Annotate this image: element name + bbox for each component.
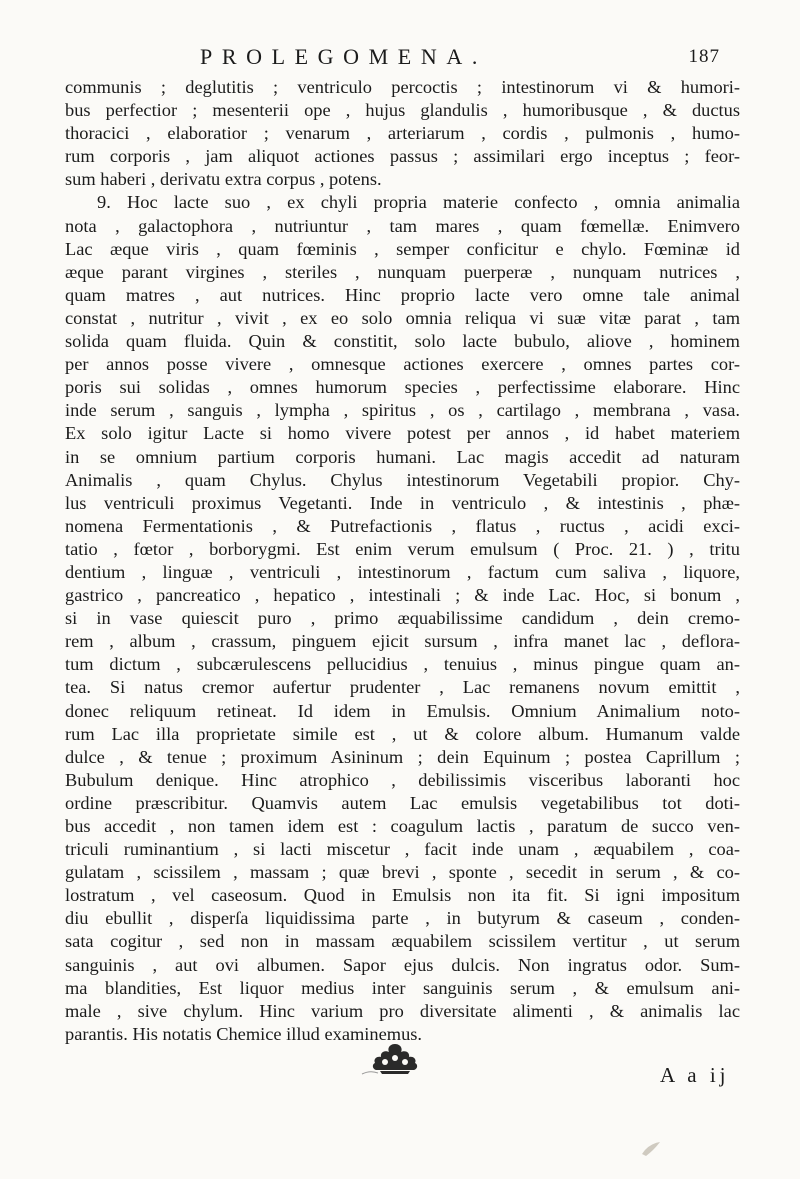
text-line: rum Lac illa proprietate simile est , ut & colore album. Humanum valde <box>65 723 740 744</box>
running-head-title: PROLEGOMENA. <box>200 44 487 69</box>
text-line: diu ebullit , disperſa liquidissima parte , in butyrum & caseum , conden- <box>65 908 740 929</box>
text-line: tea. Si natus cremor aufertur prudenter , Lac remanens novum emittit , <box>65 677 740 698</box>
text-line: bus accedit , non tamen idem est : coagulum lactis , paratum de succo ven- <box>65 816 740 836</box>
text-line: thoracici , elaboratior ; venarum , arteriarum , cordis , pulmonis , humo- <box>65 123 740 144</box>
text-line: dentium , linguæ , ventriculi , intestinorum , factum cum saliva , liquore, <box>65 561 740 582</box>
text-line: gastrico , pancreatico , hepatico , intestinali ; & inde Lac. Hoc, si bonum , <box>65 585 740 606</box>
text-line: æque parant virgines , steriles , nunquam puerperæ , nunquam nutrices , <box>65 261 740 282</box>
text-line: Lac æque viris , quam fœminis , semper conficitur e chylo. Fœminæ id <box>65 238 740 259</box>
text-line: solida quam fluida. Quin & constitit, solo lacte bubulo, aliove , hominem <box>65 331 740 352</box>
text-line: tatio , fœtor , borborygmi. Est enim verum emulsum ( Proc. 21. ) , tritu <box>65 538 740 559</box>
text-line: inde serum , sanguis , lympha , spiritus , os , cartilago , membrana , vasa. <box>65 400 740 421</box>
text-line: sum haberi , derivatu extra corpus , potens. <box>65 169 382 190</box>
text-line: donec reliquum retineat. Id idem in Emulsis. Omnium Animalium noto- <box>65 700 740 721</box>
text-line: sanguinis , aut ovi albumen. Sapor ejus dulcis. Non ingratus odor. Sum- <box>65 954 740 975</box>
text-line: Ex solo igitur Lacte si homo vivere potest per annos , id habet materiem <box>65 423 740 444</box>
text-line: triculi ruminantium , si lacti miscetur , facit inde unam , æquabilem , coa- <box>65 839 740 860</box>
printer-ornament-icon <box>360 1040 430 1076</box>
text-line: bus perfectior ; mesenterii ope , hujus glandulis , humoribusque , & ductus <box>65 100 740 121</box>
text-line: nota , galactophora , nutriuntur , tam mares , quam fœmellæ. Enimvero <box>65 215 740 236</box>
page-number: 187 <box>688 46 720 67</box>
text-line: gulatam , scissilem , massam ; quæ brevi , sponte , secedit in serum , & co- <box>65 862 740 883</box>
text-line: si in vase quiescit puro , primo æquabilissime candidum , dein cremo- <box>65 608 740 629</box>
text-line: ordine præscribitur. Quamvis autem Lac emulsis vegetabilibus tot doti- <box>65 792 740 813</box>
text-line: poris sui solidas , omnes humorum species , perfectissime elaborare. Hinc <box>65 377 740 398</box>
text-line: Bubulum denique. Hinc atrophico , debilissimis visceribus laboranti hoc <box>65 769 740 790</box>
running-head <box>200 44 720 72</box>
text-line: Animalis , quam Chylus. Chylus intestinorum Vegetabili propior. Chy- <box>65 469 740 490</box>
text-line: lus ventriculi proximus Vegetanti. Inde in ventriculo , & intestinis , phæ- <box>65 492 740 513</box>
text-line: quam matres , aut nutrices. Hinc proprio lacte vero omne tale animal <box>65 284 740 305</box>
paragraph-9-start: 9. Hoc lacte suo , ex chyli propria materie confecto , omnia animalia <box>97 192 740 213</box>
text-line: ma blandities, Est liquor medius inter sanguinis serum , & emulsum ani- <box>65 977 740 998</box>
text-line: nomena Fermentationis , & Putrefactionis , flatus , ructus , acidi exci- <box>65 515 740 536</box>
text-line: male , sive chylum. Hinc varium pro diversitate alimenti , & animalis lac <box>65 1000 740 1021</box>
text-line: parantis. His notatis Chemice illud examinemus. <box>65 1023 423 1044</box>
text-line: tum dictum , subcærulescens pellucidius , tenuius , minus pingue quam an- <box>65 654 740 675</box>
text-line: constat , nutritur , vivit , ex eo solo omnia reliqua vi suæ vitæ parat , tam <box>65 307 740 328</box>
text-line: communis ; deglutitis ; ventriculo percoctis ; intestinorum vi & humori- <box>65 77 740 97</box>
text-line: dulce , & tenue ; proximum Asininum ; dein Equinum ; postea Caprillum ; <box>65 746 740 767</box>
text-line: rum corporis , jam aliquot actiones passus ; assimilari ergo inceptus ; feor- <box>65 146 740 167</box>
text-line: sata cogitur , sed non in massam æquabilem scissilem vertitur , ut serum <box>65 931 740 952</box>
text-line: lostratum , vel caseosum. Quod in Emulsis non ita fit. Si igni impositum <box>65 885 740 906</box>
ink-blot-icon <box>640 1140 662 1158</box>
text-line: rem , album , crassum, pinguem ejicit sursum , infra manet lac , deflora- <box>65 631 740 652</box>
signature-mark: A a ij <box>660 1063 730 1087</box>
body-text <box>65 76 740 1046</box>
text-line: per annos posse vivere , omnesque actiones exercere , omnes partes cor- <box>65 354 740 375</box>
text-line: in se omnium partium corporis humani. Lac magis accedit ad naturam <box>65 446 740 467</box>
